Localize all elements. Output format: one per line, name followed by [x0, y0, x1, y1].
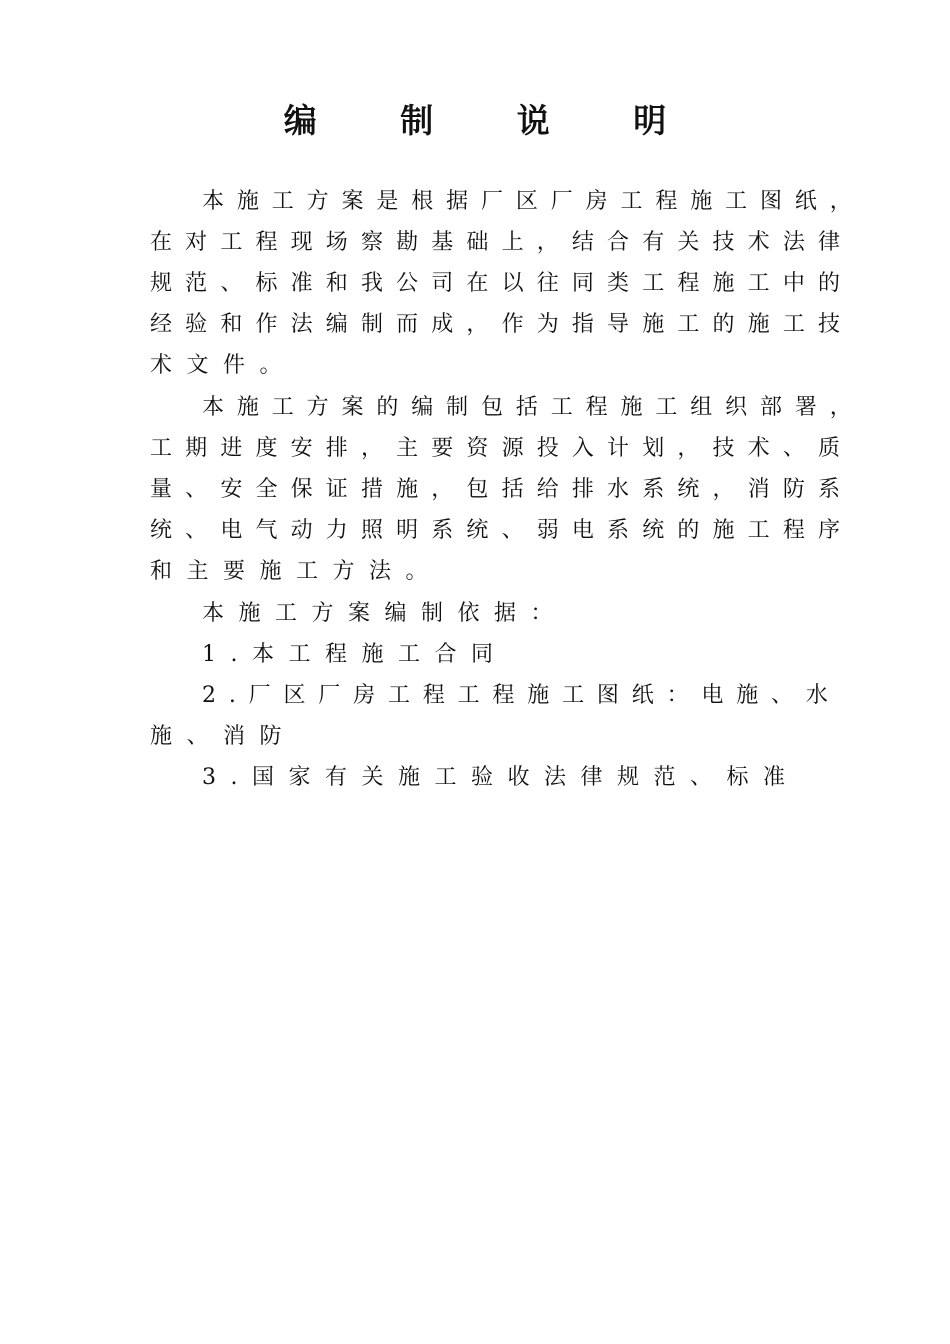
glyph: 系	[607, 518, 630, 543]
glyph: 度	[255, 436, 278, 461]
glyph: 程	[585, 395, 608, 420]
glyph: 要	[431, 436, 454, 461]
glyph: 施	[747, 312, 770, 337]
glyph: 和	[325, 271, 348, 296]
glyph: 程	[422, 683, 445, 708]
glyph: ，	[360, 436, 383, 461]
glyph: 本	[202, 189, 225, 214]
glyph: 厂	[248, 683, 271, 708]
glyph: 消	[747, 477, 770, 502]
glyph: 在	[466, 271, 489, 296]
glyph: 区	[283, 683, 306, 708]
glyph: .	[228, 683, 236, 708]
glyph: 施	[712, 518, 735, 543]
glyph: 制	[446, 395, 469, 420]
glyph: 的	[677, 518, 700, 543]
glyph: 程	[677, 271, 700, 296]
glyph: 工	[271, 395, 294, 420]
paragraph-line: 术文件。	[150, 353, 297, 378]
glyph: 括	[515, 395, 538, 420]
glyph: 的	[712, 312, 735, 337]
glyph: 类	[607, 271, 630, 296]
glyph: 气	[255, 518, 278, 543]
glyph: 计	[607, 436, 630, 461]
glyph: 方	[306, 395, 329, 420]
glyph: ，	[536, 230, 559, 255]
glyph: 纸	[631, 683, 654, 708]
paragraph-line	[202, 390, 852, 426]
glyph: 工	[550, 395, 573, 420]
glyph: 在	[150, 230, 173, 255]
glyph: 以	[501, 271, 524, 296]
glyph: 工	[677, 312, 700, 337]
glyph: 统	[642, 518, 665, 543]
glyph: 施	[642, 312, 665, 337]
glyph: 指	[571, 312, 594, 337]
glyph: 往	[536, 271, 559, 296]
paragraph-line	[150, 472, 840, 508]
glyph: 现	[290, 230, 313, 255]
glyph: 程	[255, 230, 278, 255]
glyph: 、	[185, 518, 208, 543]
glyph: 划	[642, 436, 665, 461]
glyph: 工	[747, 518, 770, 543]
glyph: 术	[747, 436, 770, 461]
glyph: 施	[236, 189, 259, 214]
glyph: 部	[760, 395, 783, 420]
glyph: 系	[817, 477, 840, 502]
glyph: 察	[360, 230, 383, 255]
glyph: 工	[271, 189, 294, 214]
paragraph-line	[202, 184, 852, 220]
glyph: 的	[376, 395, 399, 420]
glyph: 防	[782, 477, 805, 502]
glyph: 场	[325, 230, 348, 255]
glyph: 作	[255, 312, 278, 337]
glyph: 基	[431, 230, 454, 255]
glyph: ，	[677, 436, 700, 461]
glyph: 范	[185, 271, 208, 296]
glyph: 工	[220, 230, 243, 255]
glyph: 包	[481, 395, 504, 420]
glyph: 施	[236, 395, 259, 420]
paragraph-line	[150, 225, 840, 261]
glyph: 法	[290, 312, 313, 337]
glyph: 施	[527, 683, 550, 708]
glyph: 而	[396, 312, 419, 337]
glyph: 入	[571, 436, 594, 461]
glyph: 明	[396, 518, 419, 543]
glyph: 进	[220, 436, 243, 461]
glyph: 全	[255, 477, 278, 502]
glyph: 织	[725, 395, 748, 420]
glyph: 合	[607, 230, 630, 255]
glyph: 标	[255, 271, 278, 296]
glyph: 中	[782, 271, 805, 296]
glyph: 工	[150, 436, 173, 461]
glyph: 作	[501, 312, 524, 337]
glyph: 厂	[550, 189, 573, 214]
glyph: 电	[701, 683, 724, 708]
glyph: 案	[341, 189, 364, 214]
glyph: 司	[431, 271, 454, 296]
glyph: 力	[325, 518, 348, 543]
glyph: 同	[571, 271, 594, 296]
glyph: 统	[150, 518, 173, 543]
glyph: 区	[515, 189, 538, 214]
glyph: 序	[817, 518, 840, 543]
glyph: 据	[446, 189, 469, 214]
glyph: 编	[411, 395, 434, 420]
glyph: 图	[596, 683, 619, 708]
glyph: 电	[220, 518, 243, 543]
glyph: 本	[202, 395, 225, 420]
paragraph-line	[150, 431, 840, 467]
glyph: 律	[817, 230, 840, 255]
glyph: 工	[725, 189, 748, 214]
glyph: 、	[501, 518, 524, 543]
glyph: 量	[150, 477, 173, 502]
glyph: 工	[457, 683, 480, 708]
glyph: 署	[794, 395, 817, 420]
glyph: 安	[290, 436, 313, 461]
glyph: 技	[712, 436, 735, 461]
glyph: 期	[185, 436, 208, 461]
list-item: 3.国家有关施工验收法律规范、标准	[202, 765, 800, 790]
glyph: 源	[501, 436, 524, 461]
glyph: 技	[712, 230, 735, 255]
glyph: 工	[387, 683, 410, 708]
glyph: 排	[325, 436, 348, 461]
glyph: 技	[817, 312, 840, 337]
glyph: 方	[306, 189, 329, 214]
glyph: 程	[492, 683, 515, 708]
glyph: 统	[466, 518, 489, 543]
glyph: 房	[353, 683, 376, 708]
list-item	[202, 678, 828, 714]
glyph: 程	[655, 189, 678, 214]
glyph: 我	[360, 271, 383, 296]
list-item-continuation: 施、消防	[150, 724, 297, 749]
glyph: 施	[690, 189, 713, 214]
glyph: 系	[431, 518, 454, 543]
glyph: 工	[747, 271, 770, 296]
glyph: 程	[782, 518, 805, 543]
paragraph-line: 和主要施工方法。	[150, 559, 443, 584]
glyph: 给	[536, 477, 559, 502]
glyph: 水	[607, 477, 630, 502]
glyph: 房	[585, 189, 608, 214]
glyph: 动	[290, 518, 313, 543]
glyph: 是	[376, 189, 399, 214]
glyph: 、	[771, 683, 794, 708]
glyph: 主	[396, 436, 419, 461]
glyph: 根	[411, 189, 434, 214]
glyph: 施	[620, 395, 643, 420]
glyph: 弱	[536, 518, 559, 543]
paragraph-line	[150, 513, 840, 549]
glyph: 施	[396, 477, 419, 502]
glyph: 的	[817, 271, 840, 296]
glyph: 系	[642, 477, 665, 502]
glyph: 图	[760, 189, 783, 214]
glyph: 工	[642, 271, 665, 296]
document-title: 编 制 说 明	[283, 101, 703, 140]
basis-heading: 本施工方案编制依据：	[202, 601, 568, 626]
glyph: 施	[712, 271, 735, 296]
glyph: 保	[290, 477, 313, 502]
glyph: 2	[202, 683, 216, 708]
glyph: 编	[325, 312, 348, 337]
glyph: 勘	[396, 230, 419, 255]
glyph: 包	[466, 477, 489, 502]
glyph: 有	[642, 230, 665, 255]
list-item: 1.本工程施工合同	[202, 642, 508, 667]
glyph: 术	[747, 230, 770, 255]
glyph: 案	[341, 395, 364, 420]
glyph: 法	[782, 230, 805, 255]
glyph: 统	[677, 477, 700, 502]
glyph: 制	[360, 312, 383, 337]
glyph: 验	[185, 312, 208, 337]
glyph: 结	[571, 230, 594, 255]
glyph: 照	[360, 518, 383, 543]
glyph: ，	[829, 395, 852, 420]
glyph: 投	[536, 436, 559, 461]
glyph: 、	[185, 477, 208, 502]
paragraph-line	[150, 307, 840, 343]
glyph: 厂	[318, 683, 341, 708]
glyph: 措	[360, 477, 383, 502]
glyph: 工	[782, 312, 805, 337]
glyph: 公	[396, 271, 419, 296]
glyph: 关	[677, 230, 700, 255]
glyph: 和	[220, 312, 243, 337]
glyph: 括	[501, 477, 524, 502]
glyph: 为	[536, 312, 559, 337]
glyph: 准	[290, 271, 313, 296]
glyph: 工	[562, 683, 585, 708]
glyph: 成	[431, 312, 454, 337]
glyph: 规	[150, 271, 173, 296]
glyph: 工	[655, 395, 678, 420]
glyph: 上	[501, 230, 524, 255]
glyph: ：	[666, 683, 689, 708]
glyph: 础	[466, 230, 489, 255]
glyph: 资	[466, 436, 489, 461]
glyph: 经	[150, 312, 173, 337]
glyph: 水	[805, 683, 828, 708]
glyph: 导	[607, 312, 630, 337]
glyph: 施	[736, 683, 759, 708]
glyph: 对	[185, 230, 208, 255]
glyph: 厂	[481, 189, 504, 214]
glyph: ，	[829, 189, 852, 214]
glyph: ，	[712, 477, 735, 502]
glyph: 电	[571, 518, 594, 543]
paragraph-line	[150, 266, 840, 302]
glyph: 排	[571, 477, 594, 502]
glyph: 纸	[794, 189, 817, 214]
glyph: 工	[620, 189, 643, 214]
glyph: 、	[220, 271, 243, 296]
glyph: 、	[782, 436, 805, 461]
glyph: ，	[431, 477, 454, 502]
glyph: 安	[220, 477, 243, 502]
glyph: ，	[466, 312, 489, 337]
glyph: 质	[817, 436, 840, 461]
glyph: 证	[325, 477, 348, 502]
glyph: 组	[690, 395, 713, 420]
